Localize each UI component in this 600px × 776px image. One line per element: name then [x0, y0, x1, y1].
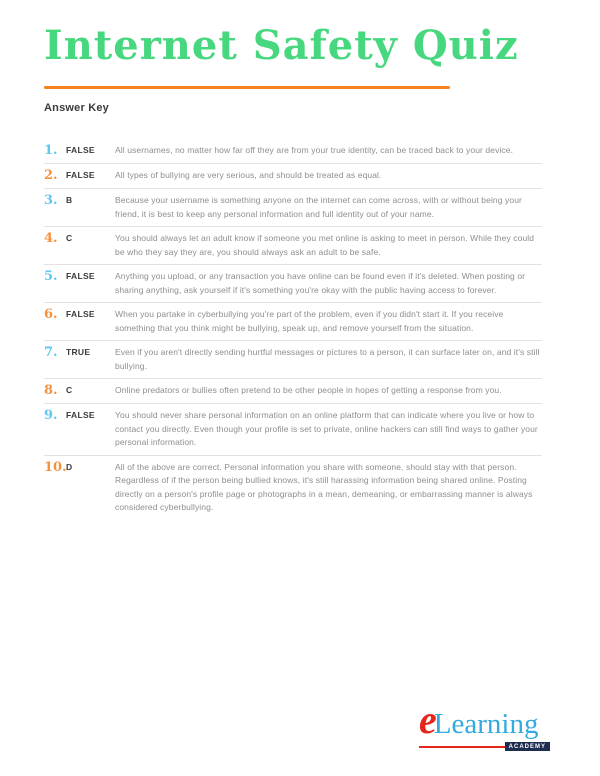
- answer-explanation: When you partake in cyberbullying you're part of the problem, even if you didn't start it. If you receive something that you think might be bullying, speak up, and remove yourself from the situation.: [115, 309, 504, 333]
- answer-row: [44, 265, 542, 303]
- answer-explanation: You should never share personal information on an online platform that can indicate where you live or how to contact you directly. Even though your profile is set to private, online hackers can still find ways to gather your personal information.: [115, 410, 538, 447]
- question-number: 2.: [44, 168, 58, 183]
- title-underline-rule: [44, 86, 450, 89]
- answer-value: TRUE: [66, 347, 91, 357]
- answer-explanation: Anything you upload, or any transaction you have online can be found even if it's deleted. When posting or sharing anything, ask yourself if it's something you're okay with the public having access to forever.: [115, 271, 526, 295]
- answer-row: [44, 404, 542, 456]
- answer-value: FALSE: [66, 309, 95, 319]
- logo-academy-badge: ACADEMY: [505, 742, 550, 751]
- answer-explanation: All usernames, no matter how far off they are from your true identity, can be traced back to your device.: [115, 145, 514, 155]
- question-number: 3.: [44, 193, 58, 208]
- answer-value: FALSE: [66, 170, 95, 180]
- answer-value: FALSE: [66, 145, 95, 155]
- page-title: Internet Safety Quiz: [44, 22, 519, 69]
- logo-learning-text: Learning: [433, 708, 539, 740]
- answer-explanation: Because your username is something anyone on the internet can come across, with or without being your friend, it is best to keep any personal information and full identity out of your name.: [115, 195, 522, 219]
- elearning-academy-logo: [419, 697, 557, 751]
- answer-row: [44, 303, 542, 341]
- logo-letter-e: e: [419, 697, 437, 742]
- answer-row: [44, 456, 542, 520]
- answer-explanation: You should always let an adult know if someone you met online is asking to meet in person. While they could be who they say they are, you should always ask an adult to be safe.: [115, 233, 535, 257]
- answer-explanation: Even if you aren't directly sending hurtful messages or pictures to a person, it can surface later on, and it's still bullying.: [115, 347, 540, 371]
- question-number: 6.: [44, 307, 58, 322]
- question-number: 1.: [44, 143, 58, 158]
- answer-value: FALSE: [66, 410, 95, 420]
- answer-explanation: All types of bullying are very serious, and should be treated as equal.: [115, 170, 382, 180]
- answer-row: [44, 139, 542, 164]
- answer-row: [44, 379, 542, 404]
- answer-row: [44, 189, 542, 227]
- answer-value: B: [66, 195, 73, 205]
- question-number: 5.: [44, 269, 58, 284]
- answer-explanation: All of the above are correct. Personal information you share with someone, should stay with that person. Regardless of if the person being bullied knows, it's still harassing information being shared online. Posting directly on a person's profile page or photographs in a mean, demeaning, or embarrassing manner is always considered cyberbullying.: [115, 461, 533, 512]
- question-number: 7.: [44, 345, 58, 360]
- question-number: 4.: [44, 231, 58, 246]
- answer-value: FALSE: [66, 271, 95, 281]
- answer-explanation: Online predators or bullies often pretend to be other people in hopes of getting a response from you.: [115, 385, 502, 395]
- question-number: 10.: [44, 459, 67, 475]
- answer-list: [44, 139, 542, 520]
- answer-row: [44, 227, 542, 265]
- question-number: 9.: [44, 408, 58, 423]
- question-number: 8.: [44, 383, 58, 398]
- answer-row: [44, 341, 542, 379]
- answer-value: C: [66, 385, 73, 395]
- answer-value: D: [66, 461, 73, 472]
- answer-key-heading: Answer Key: [44, 102, 109, 114]
- answer-value: C: [66, 233, 73, 243]
- answer-row: [44, 164, 542, 189]
- logo-underline-rule: [419, 746, 505, 748]
